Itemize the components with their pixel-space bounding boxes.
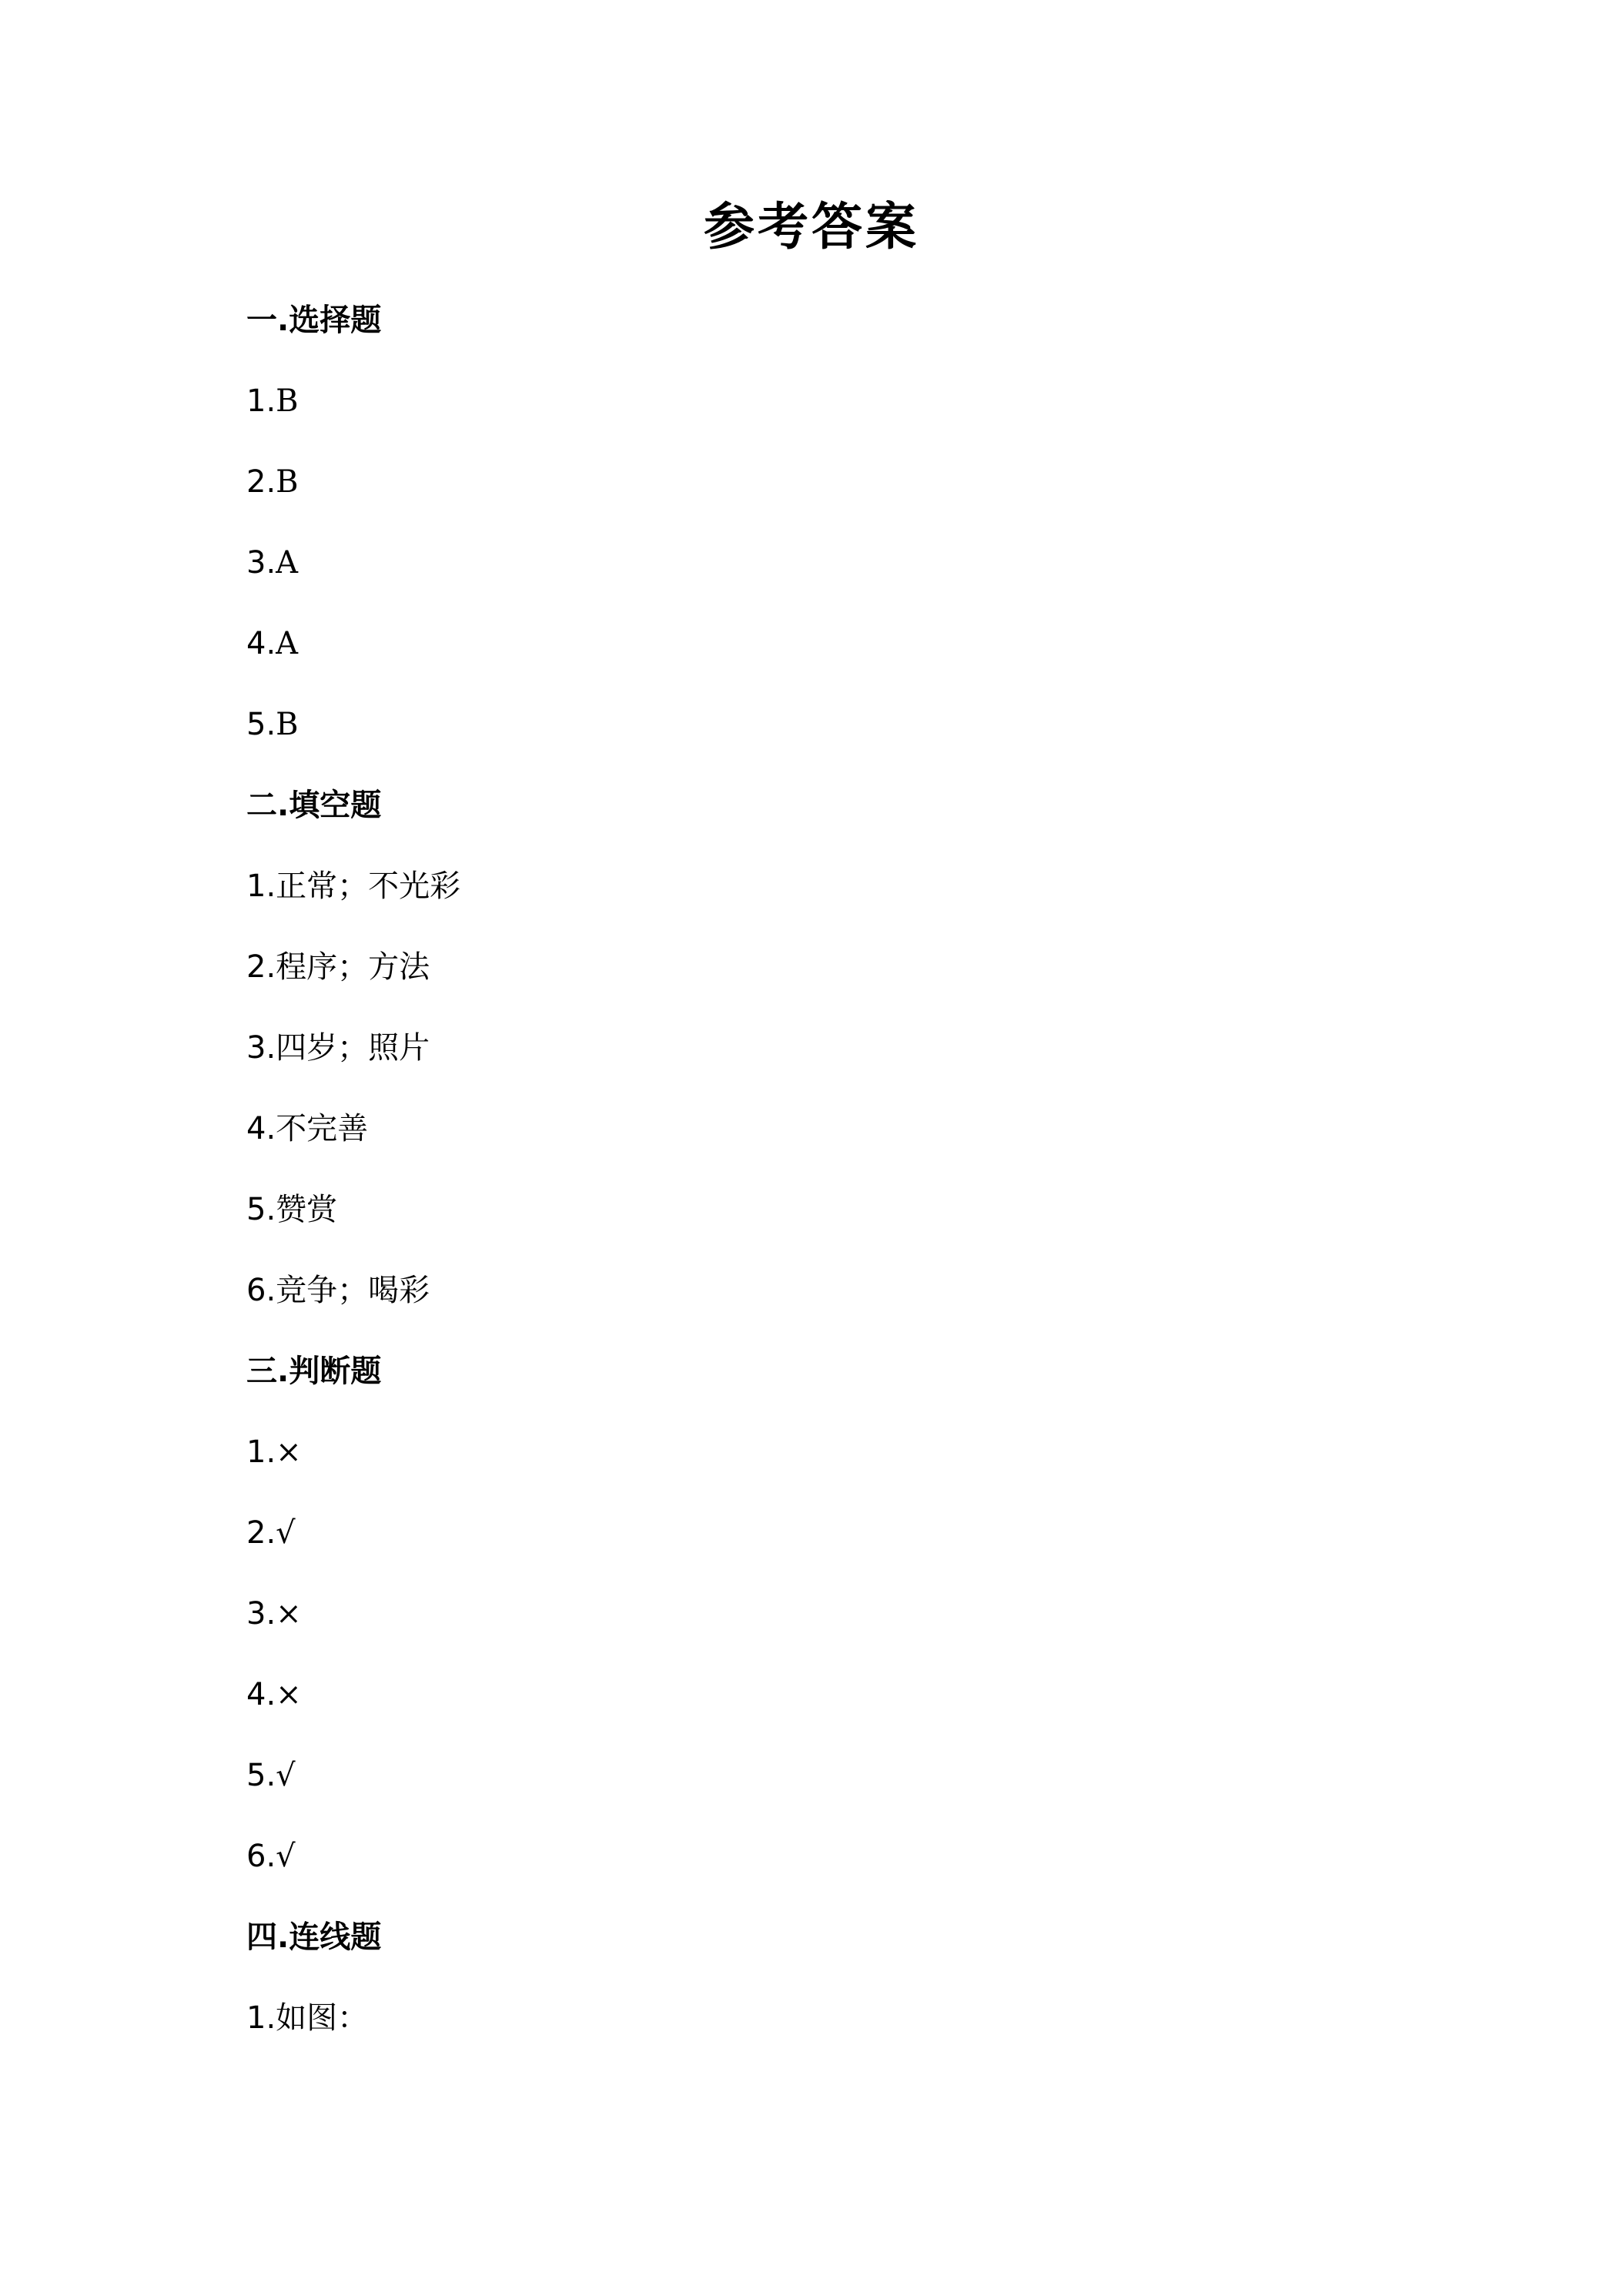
answer-item	[246, 865, 460, 908]
answer-item	[246, 1269, 430, 1312]
item-answer: 赞赏	[276, 1192, 338, 1227]
item-answer: 如图：	[276, 2000, 369, 2036]
answer-item	[246, 1026, 430, 1069]
item-number: 6.	[246, 1839, 276, 1874]
item-number: 4.	[246, 1677, 276, 1712]
item-answer: 正常；不光彩	[276, 869, 461, 904]
section-heading-choice: 一.选择题	[246, 303, 382, 338]
section-heading-matching: 四.连线题	[246, 1919, 382, 1955]
item-answer: ×	[276, 1434, 302, 1470]
section-heading-fill-blank: 二.填空题	[246, 788, 382, 823]
answer-item	[246, 1673, 302, 1716]
answer-item	[246, 1835, 296, 1878]
answer-item	[246, 1107, 368, 1150]
answer-item	[246, 541, 298, 584]
item-answer: B	[276, 464, 299, 500]
item-answer: √	[276, 1758, 296, 1793]
item-number: 1.	[246, 1434, 276, 1470]
item-number: 4.	[246, 626, 276, 661]
item-number: 5.	[246, 1758, 276, 1793]
item-number: 5.	[246, 707, 276, 742]
item-answer: ×	[276, 1677, 302, 1712]
item-answer: A	[276, 545, 299, 581]
answer-item	[246, 703, 299, 746]
item-answer: 不完善	[276, 1111, 369, 1146]
answer-item	[246, 380, 299, 423]
section-heading-true-false: 三.判断题	[246, 1354, 382, 1389]
item-answer: 程序；方法	[276, 949, 430, 985]
page-title: 参考答案	[704, 197, 919, 256]
item-number: 1.	[246, 2000, 276, 2036]
answer-item	[246, 622, 298, 665]
answer-item	[246, 1431, 302, 1474]
answer-item	[246, 946, 430, 989]
item-number: 5.	[246, 1192, 276, 1227]
item-number: 1.	[246, 383, 276, 419]
item-answer: A	[276, 626, 299, 661]
answer-item	[246, 1511, 296, 1555]
item-answer: √	[276, 1839, 296, 1874]
item-number: 3.	[246, 1596, 276, 1632]
item-answer: 竞争；喝彩	[276, 1273, 430, 1308]
item-number: 4.	[246, 1111, 276, 1146]
item-number: 2.	[246, 949, 276, 985]
answer-item	[246, 1188, 337, 1231]
item-number: 3.	[246, 545, 276, 581]
item-answer: 四岁；照片	[276, 1030, 430, 1066]
answer-item	[246, 460, 299, 504]
item-answer: B	[276, 383, 299, 419]
item-number: 2.	[246, 464, 276, 500]
item-number: 2.	[246, 1515, 276, 1551]
item-number: 1.	[246, 869, 276, 904]
answer-item	[246, 1754, 296, 1797]
item-answer: B	[276, 707, 299, 742]
item-answer: √	[276, 1515, 296, 1551]
answer-item	[246, 1592, 302, 1635]
answer-item	[246, 1996, 368, 2040]
item-number: 3.	[246, 1030, 276, 1066]
item-answer: ×	[276, 1596, 302, 1632]
item-number: 6.	[246, 1273, 276, 1308]
